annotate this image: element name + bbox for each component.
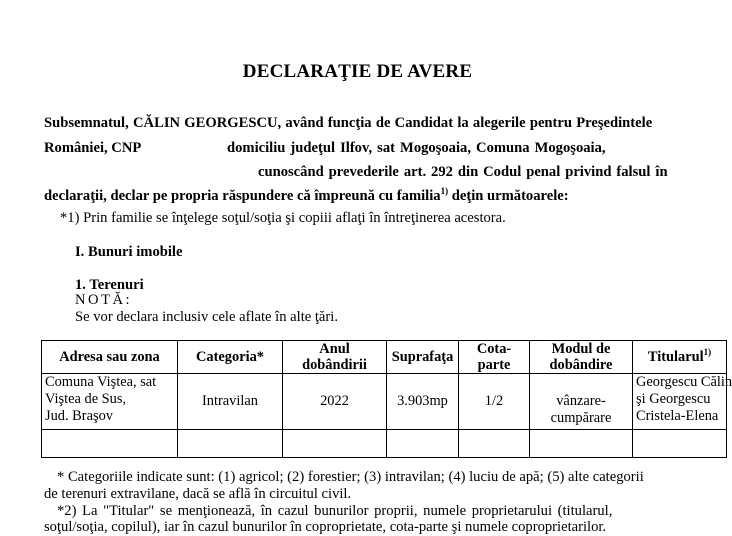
cell-modul: vânzare- cumpărare [530,374,633,430]
empty-cell [283,430,387,458]
table-header-row [42,341,727,374]
table-row [42,374,727,430]
nota-label: NOTĂ: [75,292,133,308]
intro-line-3: cunoscând prevederile art. 292 din Codul penal privind falsul în [258,164,668,180]
document-title: DECLARAŢIE DE AVERE [242,61,473,82]
header-adresa: Adresa sau zona [42,341,178,374]
header-cota: Cota- parte [459,341,530,374]
section-heading: I. Bunuri imobile [75,244,183,260]
intro-line-1: Subsemnatul, CĂLIN GEORGESCU, având funcţia de Candidat la alegerile pentru Preşedintele [44,115,653,131]
empty-cell [387,430,459,458]
cell-adresa: Comuna Viştea, sat Viştea de Sus, Jud. Braşov [42,374,178,430]
footnote-titular: *2) La "Titular" se menţionează, în cazul bunurilor proprii, numele proprietarului (titularul, [57,503,613,519]
empty-cell [459,430,530,458]
intro-line-2-left: României, CNP [44,140,142,156]
cell-suprafata: 3.903mp [387,374,459,430]
empty-cell [178,430,283,458]
footnote-titular-cont: soţul/soţia, copilul), iar în cazul bunurilor în coproprietate, cota-parte şi numele coproprietarilor. [44,519,607,535]
footnote-categorii-cont: de terenuri extravilane, dacă se află în circuitul civil. [44,486,352,502]
table-row-empty [42,430,727,458]
empty-cell [530,430,633,458]
intro-line-2-right: domiciliu judeţul Ilfov, sat Mogoşoaia, Comuna Mogoşoaia, [227,140,606,156]
terenuri-table [41,340,732,458]
footnote-categorii: * Categoriile indicate sunt: (1) agricol; (2) forestier; (3) intravilan; (4) luciu de apă; (5) alte categorii [57,469,644,485]
header-titular: Titularul$^{1)}$ [633,341,727,374]
empty-cell [42,430,178,458]
empty-cell [633,430,727,458]
cell-anul: 2022 [283,374,387,430]
family-note: *1) Prin familie se înţelege soţul/soţia şi copiii aflaţi în întreţinerea acestora. [60,210,506,226]
header-modul: Modul de dobândire [530,341,633,374]
header-suprafata: Suprafaţa [387,341,459,374]
intro-line-4: declaraţii, declar pe propria răspundere că împreună cu familia$^{1)}$ deţin următoarele: [44,186,569,204]
cell-cota: 1/2 [459,374,530,430]
header-anul: Anul dobândirii [283,341,387,374]
cell-titular: Georgescu Călin şi Georgescu Cristela-Elena [633,374,727,430]
subsection-heading: 1. Terenuri [75,277,144,293]
nota-text: Se vor declara inclusiv cele aflate în alte ţări. [75,309,338,325]
cell-categoria: Intravilan [178,374,283,430]
header-categoria: Categoria* [178,341,283,374]
